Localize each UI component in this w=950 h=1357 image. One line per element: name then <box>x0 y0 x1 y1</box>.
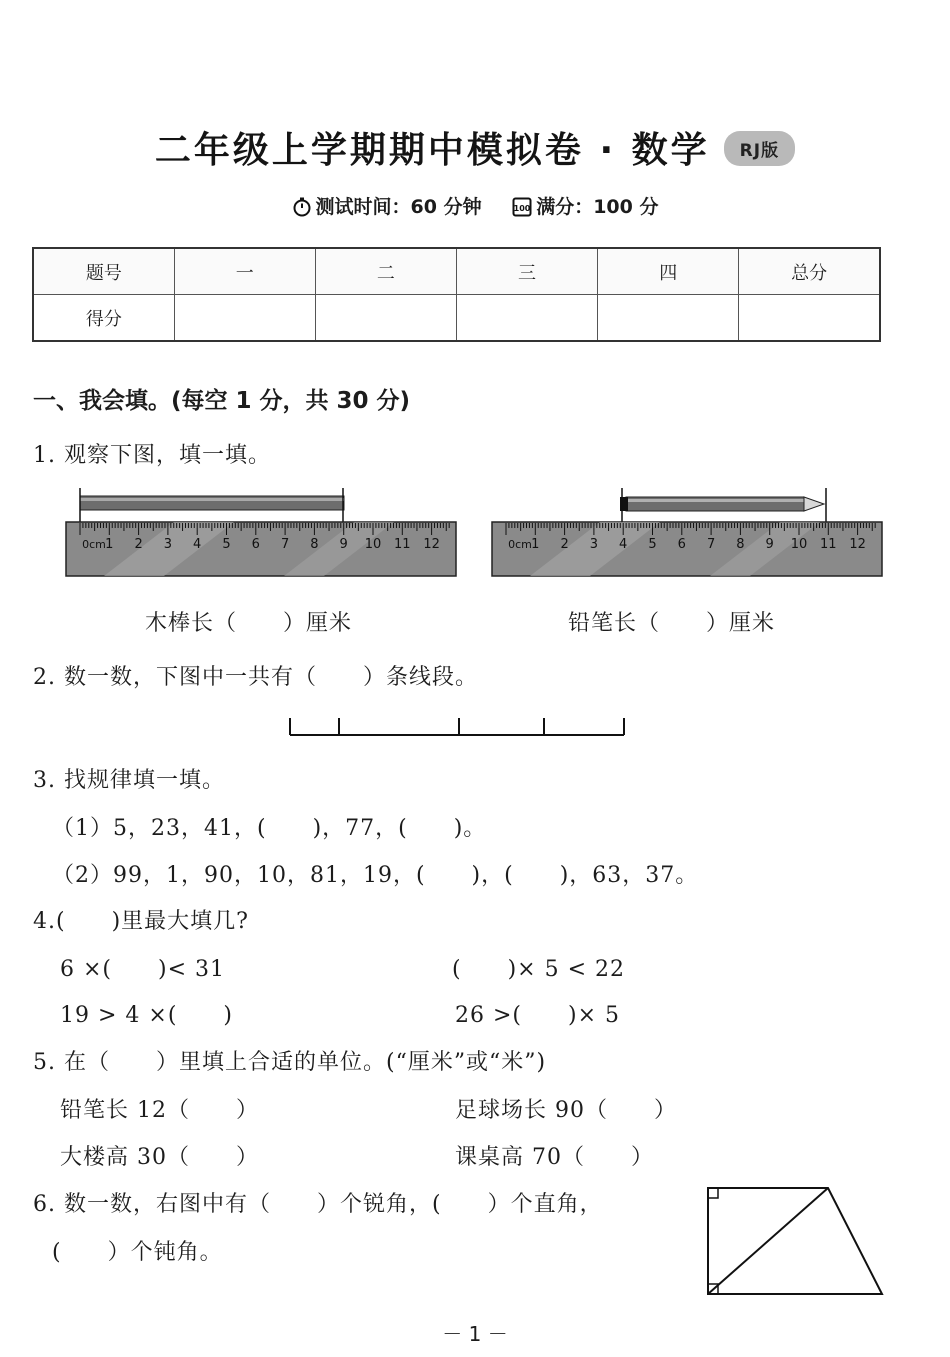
question-5-d: 课桌高 70（ ） <box>455 1145 654 1170</box>
score-cell[interactable] <box>315 295 456 342</box>
ruler-tick-label: 9 <box>765 537 774 552</box>
score-table <box>32 247 881 342</box>
question-1: 1. 观察下图，填一填。 <box>33 443 271 468</box>
question-4-a: 6 ×( )< 31 <box>60 957 226 982</box>
question-6-line-2: ( ）个钝角。 <box>52 1240 223 1265</box>
ruler-tick-label: 0cm <box>82 538 106 551</box>
ruler-pencil-figure <box>490 486 884 580</box>
edition-badge: RJ版 <box>724 131 795 166</box>
page-title <box>0 122 950 173</box>
header-cell: 二 <box>315 248 456 295</box>
question-3-part-1: （1）5，23，41，( )，77，( )。 <box>52 816 487 841</box>
header-cell: 题号 <box>33 248 174 295</box>
ruler-tick-label: 7 <box>706 537 716 552</box>
question-5-c: 大楼高 30（ ） <box>60 1145 259 1170</box>
header-cell: 一 <box>174 248 315 295</box>
score-info <box>512 192 658 219</box>
ruler-stick-figure <box>64 486 458 580</box>
time-info <box>292 192 482 219</box>
svg-text:100: 100 <box>513 204 531 213</box>
score-cell[interactable] <box>174 295 315 342</box>
angle-figure <box>700 1182 888 1300</box>
ruler-tick-label: 5 <box>222 537 231 552</box>
ruler-tick-label: 1 <box>531 537 540 552</box>
ruler-tick-label: 2 <box>134 537 143 552</box>
question-5-b: 足球场长 90（ ） <box>455 1098 677 1123</box>
wooden-stick <box>80 488 344 522</box>
ruler-tick-label: 6 <box>677 537 686 552</box>
ruler-tick-label: 6 <box>251 537 260 552</box>
ruler <box>66 522 456 576</box>
ruler-tick-label: 1 <box>105 537 114 552</box>
header-cell: 四 <box>598 248 739 295</box>
page-number: － 1 － <box>442 1322 508 1346</box>
question-4: 4.( )里最大填几? <box>33 909 249 934</box>
score-cell[interactable] <box>739 295 880 342</box>
score-table-header-row <box>33 248 880 295</box>
question-4-d: 26 >( )× 5 <box>455 1003 621 1028</box>
pencil <box>620 488 826 522</box>
line-segments-figure <box>286 714 628 742</box>
ruler-tick-label: 0cm <box>508 538 532 551</box>
question-6: 6. 数一数，右图中有（ ）个锐角，( ）个直角， <box>33 1192 603 1217</box>
ruler-tick-label: 12 <box>423 537 440 552</box>
pencil-length-answer: 铅笔长（ ）厘米 <box>568 611 776 636</box>
time-label: 测试时间：60 分钟 <box>315 196 482 218</box>
ruler-tick-label: 10 <box>364 537 382 552</box>
ruler-tick-label: 7 <box>280 537 290 552</box>
stick-length-answer: 木棒长（ ）厘米 <box>145 611 353 636</box>
ruler-tick-label: 2 <box>560 537 569 552</box>
ruler-tick-label: 4 <box>193 537 202 552</box>
question-2: 2. 数一数，下图中一共有（ ）条线段。 <box>33 665 478 690</box>
ruler-tick-label: 9 <box>339 537 348 552</box>
ruler-tick-label: 3 <box>163 537 173 552</box>
ruler-tick-label: 8 <box>736 537 745 552</box>
question-4-c: 19 > 4 ×( ) <box>60 1003 234 1028</box>
exam-meta <box>0 192 950 219</box>
score-cell[interactable] <box>598 295 739 342</box>
question-3-part-2: （2）99，1，90，10，81，19，( )，( )，63，37。 <box>52 863 699 888</box>
score-table-score-row <box>33 295 880 342</box>
ruler-tick-label: 12 <box>849 537 866 552</box>
section-title: 一、我会填。(每空 1 分，共 30 分) <box>33 388 411 414</box>
question-5-a: 铅笔长 12（ ） <box>60 1098 259 1123</box>
title-text: 二年级上学期期中模拟卷 · 数学 <box>154 130 710 171</box>
ruler-tick-label: 11 <box>820 537 837 552</box>
question-3: 3. 找规律填一填。 <box>33 768 225 793</box>
ruler-tick-label: 8 <box>310 537 319 552</box>
ruler-tick-label: 5 <box>648 537 657 552</box>
question-5: 5. 在（ ）里填上合适的单位。(“厘米”或“米”) <box>33 1050 547 1075</box>
ruler-tick-label: 11 <box>394 537 411 552</box>
ruler-tick-label: 3 <box>589 537 599 552</box>
header-cell: 三 <box>456 248 597 295</box>
question-4-b: ( )× 5 < 22 <box>452 957 626 982</box>
ruler <box>492 522 882 576</box>
full-score-icon <box>512 197 532 217</box>
header-cell: 总分 <box>739 248 880 295</box>
score-cell[interactable] <box>456 295 597 342</box>
ruler-tick-label: 4 <box>619 537 628 552</box>
score-label: 满分：100 分 <box>536 196 659 218</box>
row-label: 得分 <box>33 295 174 342</box>
stopwatch-icon <box>292 197 312 217</box>
ruler-tick-label: 10 <box>790 537 808 552</box>
